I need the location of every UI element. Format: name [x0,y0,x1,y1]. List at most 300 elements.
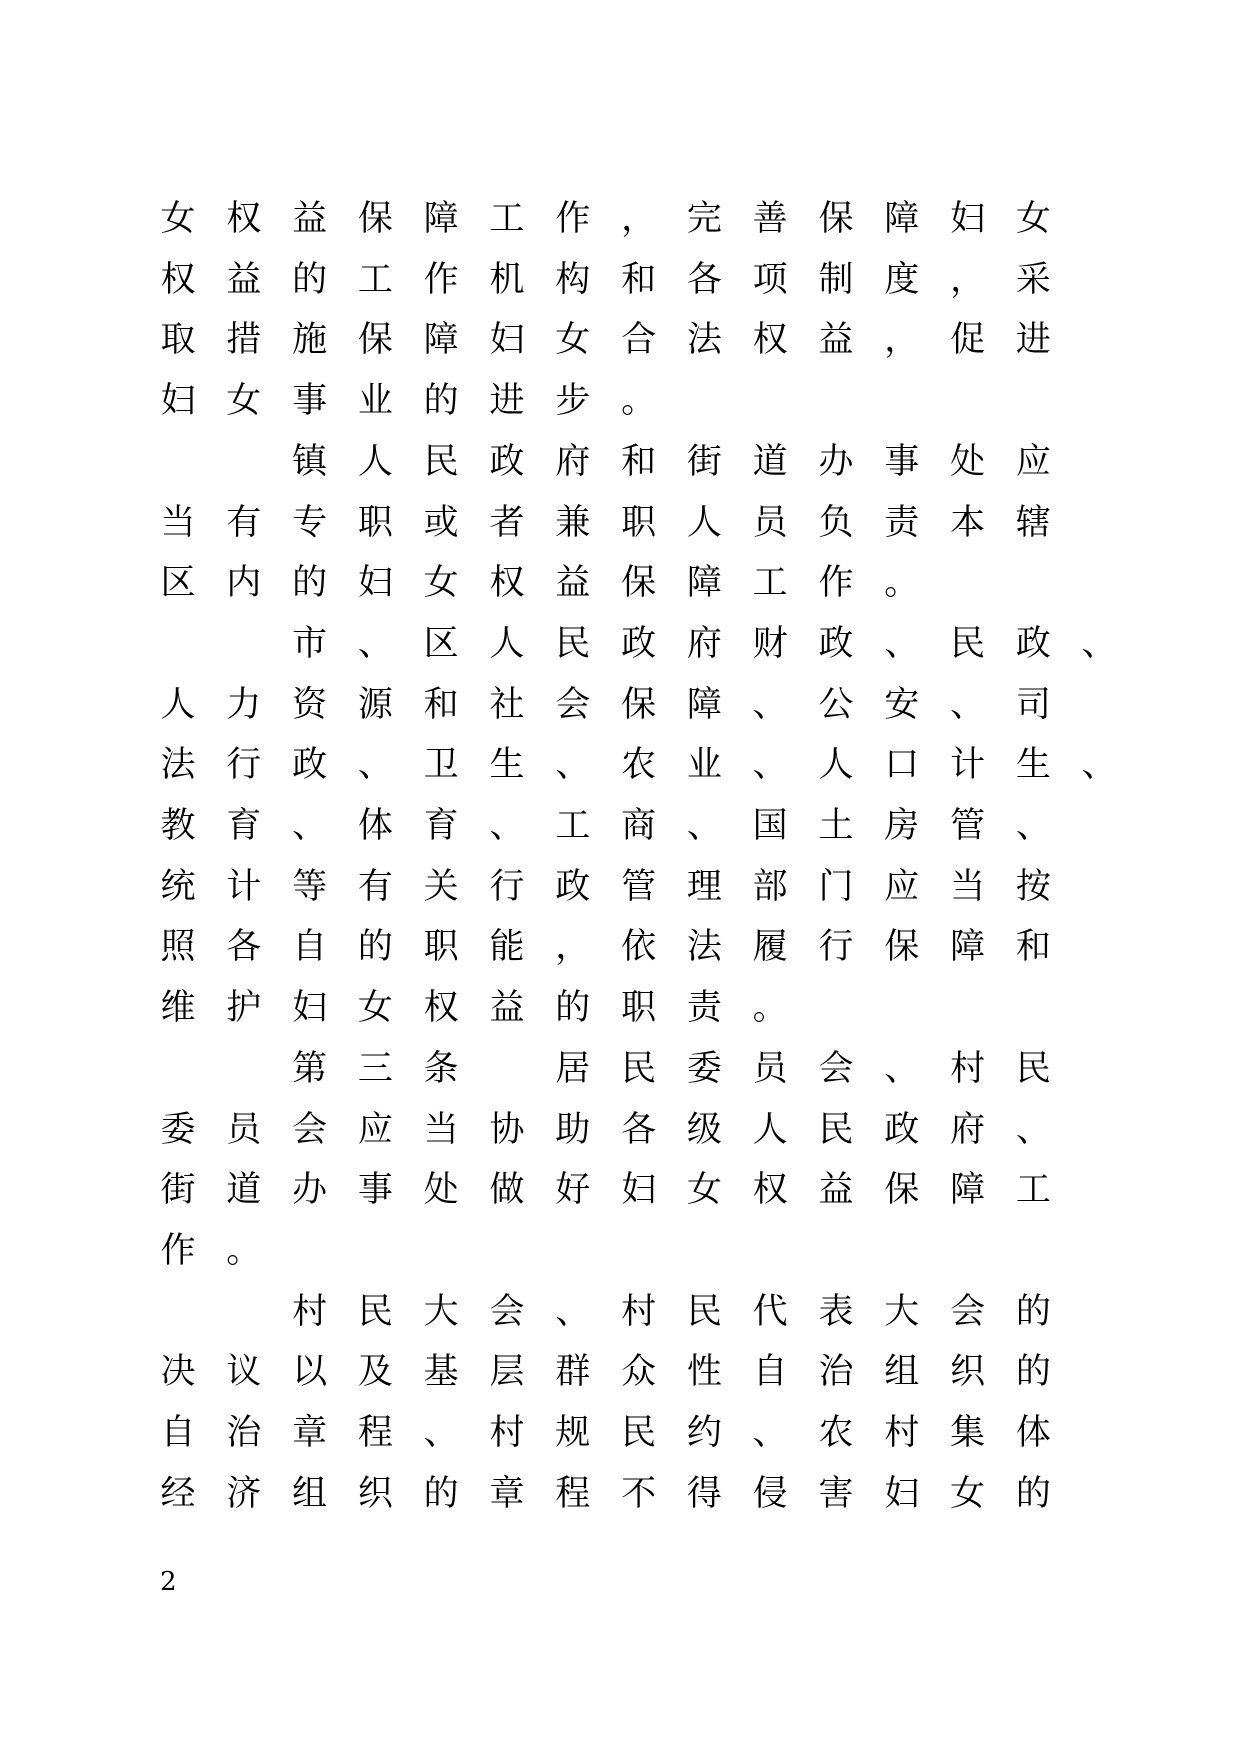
text-line [0,1228,1240,1274]
text-char: 表 [818,1291,854,1332]
text-char: 妇 [884,1473,920,1514]
text-char: 村 [950,1048,986,1089]
text-char: 源 [357,684,393,725]
text-char [484,1046,530,1092]
text-char: 政 [884,1109,920,1150]
text-char: 工 [555,806,591,846]
text-char [155,439,201,485]
text-char: 和 [621,259,657,300]
text-char: 和 [621,441,657,482]
text-char: 职 [621,502,657,543]
text-char: 镇 [292,441,328,482]
text-char: 妇 [292,988,328,1029]
text-char: 妇 [489,320,525,361]
text-char: 、 [423,1413,459,1453]
text-char: 、 [555,745,591,786]
text-char: 法 [686,927,722,968]
text-char [221,1289,267,1335]
text-char: 生 [489,745,525,786]
text-char: 代 [752,1291,788,1332]
text-char: 事 [884,441,920,482]
text-line [0,439,1240,485]
text-char: 行 [226,745,262,786]
text-char: 权 [423,988,459,1029]
text-line [0,257,1240,303]
text-char: 本 [950,502,986,543]
text-char: 处 [423,1170,459,1211]
text-char: 措 [226,320,262,361]
text-char: 行 [818,927,854,968]
text-char: 、 [292,806,328,846]
text-char: 府 [950,1109,986,1150]
text-char: 护 [226,988,262,1029]
text-char: 权 [489,563,525,604]
text-char: 安 [884,684,920,725]
text-char: 责 [884,502,920,543]
text-line [0,317,1240,363]
text-line [0,196,1240,242]
text-char: 和 [1015,927,1051,968]
text-char: 益 [818,320,854,361]
text-char: 自 [292,927,328,968]
text-char: 履 [752,927,788,968]
text-char: 规 [555,1413,591,1453]
text-char: 人 [160,684,196,725]
text-char: 妇 [357,563,393,604]
text-line [0,864,1240,910]
text-char: 专 [292,502,328,543]
text-char: 者 [489,502,525,543]
text-char: 不 [621,1473,657,1514]
text-char [155,1289,201,1335]
text-char: 、 [752,1413,788,1453]
text-char: 决 [160,1352,196,1393]
text-char: 权 [752,320,788,361]
text-char: 员 [752,1048,788,1089]
text-char [221,439,267,485]
text-char: 得 [686,1473,722,1514]
text-line [0,803,1240,849]
text-char: 道 [752,441,788,482]
text-char: 、 [686,806,722,846]
text-char: 业 [686,745,722,786]
text-line [0,500,1240,546]
text-char: 保 [884,1170,920,1211]
text-char: 做 [489,1170,525,1211]
text-char: 责 [686,988,722,1029]
text-char: 。 [621,381,657,422]
text-char: 自 [752,1352,788,1393]
page-number: 2 [160,1567,177,1597]
text-char: 工 [489,199,525,239]
text-char: 障 [884,199,920,239]
text-char: 济 [226,1473,262,1514]
text-char: 人 [818,745,854,786]
text-line [0,742,1240,788]
text-char: 女 [1015,199,1051,239]
text-char: 制 [818,259,854,300]
text-char: 内 [226,563,262,604]
text-char: 应 [357,1109,393,1150]
text-char: 卫 [423,745,459,786]
text-char: 女 [226,381,262,422]
text-char: 步 [555,381,591,422]
text-char: 权 [226,199,262,239]
text-char: 自 [160,1413,196,1453]
text-char: 农 [818,1413,854,1453]
text-char: 作 [818,563,854,604]
text-char: 财 [752,623,788,664]
text-char: 民 [621,1048,657,1089]
text-char: 织 [950,1352,986,1393]
text-char: 的 [357,927,393,968]
text-char: 各 [621,1109,657,1150]
text-char: 政 [621,623,657,664]
text-char: 、 [752,684,788,725]
text-char: 人 [752,1109,788,1150]
text-char: 职 [621,988,657,1029]
text-char: 村 [489,1413,525,1453]
text-char: 政 [292,745,328,786]
text-char: 办 [292,1170,328,1211]
text-char: 、 [1015,806,1051,846]
text-char: 业 [357,381,393,422]
text-char: 妇 [160,381,196,422]
text-char: 体 [1015,1413,1051,1453]
text-char: 工 [1015,1170,1051,1211]
text-char: 民 [423,441,459,482]
text-char: 。 [884,563,920,604]
text-char [221,621,267,667]
text-char: 司 [1015,684,1051,725]
text-char: 、 [884,1048,920,1089]
text-char: 、 [1015,1109,1051,1150]
text-char: 大 [884,1291,920,1332]
text-char: 障 [423,320,459,361]
text-char: 妇 [621,1170,657,1211]
text-char: 当 [423,1109,459,1150]
text-char: 和 [423,684,459,725]
text-char: 法 [686,320,722,361]
text-char: 治 [226,1413,262,1453]
text-char: 级 [686,1109,722,1150]
text-char: 保 [621,563,657,604]
text-char: 办 [818,441,854,482]
text-char: 的 [292,259,328,300]
text-char: 村 [621,1291,657,1332]
text-char: 组 [292,1473,328,1514]
text-char: 。 [226,1230,262,1271]
text-char: 国 [752,806,788,846]
text-char: 的 [1015,1352,1051,1393]
text-char: 工 [357,259,393,300]
text-char: 益 [226,259,262,300]
text-char: 口 [884,745,920,786]
text-char: 育 [423,806,459,846]
text-char: 、 [489,806,525,846]
text-char: 人 [489,623,525,664]
text-char: 基 [423,1352,459,1393]
text-char: 会 [950,1291,986,1332]
text-char: 的 [423,1473,459,1514]
text-char: 促 [950,320,986,361]
text-line [0,560,1240,606]
text-char: 程 [555,1473,591,1514]
text-char: 有 [357,866,393,907]
text-line [0,1167,1240,1213]
text-char: 生 [1015,745,1051,786]
text-line [0,682,1240,728]
text-char: 府 [686,623,722,664]
text-char: 员 [226,1109,262,1150]
text-char: 众 [621,1352,657,1393]
text-line [0,621,1240,667]
text-char: 法 [160,745,196,786]
text-char: 理 [686,866,722,907]
text-char: 职 [423,927,459,968]
text-char: 会 [489,1291,525,1332]
text-char: 统 [160,866,196,907]
text-char: 处 [950,441,986,482]
text-char: 民 [357,1291,393,1332]
text-char: 各 [686,259,722,300]
text-char: ， [555,927,591,968]
text-char: 会 [818,1048,854,1089]
text-char: 经 [160,1473,196,1514]
text-char: 辖 [1015,502,1051,543]
text-char: 委 [686,1048,722,1089]
text-char: 府 [555,441,591,482]
text-char: 农 [621,745,657,786]
text-char: 应 [884,866,920,907]
text-char: 有 [226,502,262,543]
text-char: 、 [357,623,393,664]
text-line [0,1471,1240,1517]
text-char: 组 [884,1352,920,1393]
text-char: 行 [489,866,525,907]
text-char: 能 [489,927,525,968]
text-char: 商 [621,806,657,846]
text-char: 障 [686,563,722,604]
text-char: 人 [686,502,722,543]
text-char: ， [884,320,920,361]
text-char: 或 [423,502,459,543]
text-char: 管 [950,806,986,846]
text-char: 政 [555,866,591,907]
text-char: 资 [292,684,328,725]
text-char: 完 [686,199,722,239]
text-char: 区 [160,563,196,604]
text-char: 进 [489,381,525,422]
text-char: 侵 [752,1473,788,1514]
text-char: 教 [160,806,196,846]
text-char: 协 [489,1109,525,1150]
text-line [0,378,1240,424]
text-char: 女 [555,320,591,361]
text-char: 计 [950,745,986,786]
text-char: 等 [292,866,328,907]
text-char: 群 [555,1352,591,1393]
text-char: 第 [292,1048,328,1089]
text-line [0,1289,1240,1335]
text-char: 保 [621,684,657,725]
text-char: 保 [357,320,393,361]
text-char: 负 [818,502,854,543]
text-char: 及 [357,1352,393,1393]
text-char: 三 [357,1048,393,1089]
text-char: 居 [555,1048,591,1089]
text-char: 女 [423,563,459,604]
text-char: 的 [292,563,328,604]
text-char: 的 [1015,1473,1051,1514]
text-char: 计 [226,866,262,907]
text-char: 度 [884,259,920,300]
text-char: 保 [818,199,854,239]
text-char: 政 [1015,623,1051,664]
text-char: 会 [555,684,591,725]
text-char: 好 [555,1170,591,1211]
text-char: 障 [950,927,986,968]
text-char: 市 [292,623,328,664]
text-char: 益 [292,199,328,239]
text-char: 村 [884,1413,920,1453]
text-char: 权 [160,259,196,300]
text-char: 政 [818,623,854,664]
text-char: 项 [752,259,788,300]
text-char: 房 [884,806,920,846]
text-char: 维 [160,988,196,1029]
text-char: 民 [1015,1048,1051,1089]
text-char: 、 [752,745,788,786]
text-char: 部 [752,866,788,907]
text-char: 障 [423,199,459,239]
text-char: 害 [818,1473,854,1514]
text-char: 女 [160,199,196,239]
text-char: 、 [884,623,920,664]
text-char: 妇 [950,199,986,239]
text-char: 作 [423,259,459,300]
text-char: ， [621,199,657,239]
text-char: 道 [226,1170,262,1211]
text-line [0,1410,1240,1456]
text-char: 当 [950,866,986,907]
text-char: 政 [489,441,525,482]
text-char: 街 [686,441,722,482]
text-char: 、 [950,684,986,725]
text-char: 障 [686,684,722,725]
text-char: 女 [950,1473,986,1514]
text-char: 取 [160,320,196,361]
text-char: 民 [686,1291,722,1332]
text-char: 障 [950,1170,986,1211]
text-char [155,621,201,667]
text-char: 兼 [555,502,591,543]
text-line [0,1046,1240,1092]
text-char: 工 [752,563,788,604]
text-char: 人 [357,441,393,482]
text-char: 社 [489,684,525,725]
text-char: 员 [752,502,788,543]
text-char: 大 [423,1291,459,1332]
text-char: 、 [357,745,393,786]
text-char: 关 [423,866,459,907]
text-char: 区 [423,623,459,664]
text-char: 作 [555,199,591,239]
text-char: 助 [555,1109,591,1150]
text-char: 职 [357,502,393,543]
text-char: 益 [489,988,525,1029]
text-char: 章 [489,1473,525,1514]
text-char: 力 [226,684,262,725]
text-char: 约 [686,1413,722,1453]
text-char: 事 [292,381,328,422]
text-char: 委 [160,1109,196,1150]
text-char: 的 [1015,1291,1051,1332]
text-char: 采 [1015,259,1051,300]
text-char: 施 [292,320,328,361]
text-char: 、 [1081,745,1117,786]
text-char: 、 [1081,623,1117,664]
text-char: 当 [160,502,196,543]
text-char: 女 [686,1170,722,1211]
text-char: 集 [950,1413,986,1453]
text-char: 益 [818,1170,854,1211]
text-char: 管 [621,866,657,907]
text-char [221,1046,267,1092]
text-char: 合 [621,320,657,361]
text-char: 条 [423,1048,459,1089]
text-char: 按 [1015,866,1051,907]
text-char: 街 [160,1170,196,1211]
text-char: 各 [226,927,262,968]
text-char: 机 [489,259,525,300]
text-char: 会 [292,1109,328,1150]
text-char: 育 [226,806,262,846]
text-char: 应 [1015,441,1051,482]
text-char: 村 [292,1291,328,1332]
text-char: 的 [423,381,459,422]
text-char: 。 [752,988,788,1029]
text-char: 保 [884,927,920,968]
text-line [0,924,1240,970]
text-char: 权 [752,1170,788,1211]
text-char: 民 [950,623,986,664]
text-char: 女 [357,988,393,1029]
text-char: 益 [555,563,591,604]
text-char: 民 [818,1109,854,1150]
text-line [0,1349,1240,1395]
text-char [155,1046,201,1092]
text-char: 进 [1015,320,1051,361]
text-char: 程 [357,1413,393,1453]
text-line [0,1107,1240,1153]
text-char: 、 [555,1291,591,1332]
text-char: 的 [555,988,591,1029]
text-line [0,985,1240,1031]
text-char: 体 [357,806,393,846]
text-char: ， [950,259,986,300]
text-char: 民 [621,1413,657,1453]
text-char: 以 [292,1352,328,1393]
text-char: 土 [818,806,854,846]
text-char: 依 [621,927,657,968]
text-char: 议 [226,1352,262,1393]
text-char: 性 [686,1352,722,1393]
text-char: 公 [818,684,854,725]
text-char: 章 [292,1413,328,1453]
text-char: 事 [357,1170,393,1211]
text-char: 门 [818,866,854,907]
